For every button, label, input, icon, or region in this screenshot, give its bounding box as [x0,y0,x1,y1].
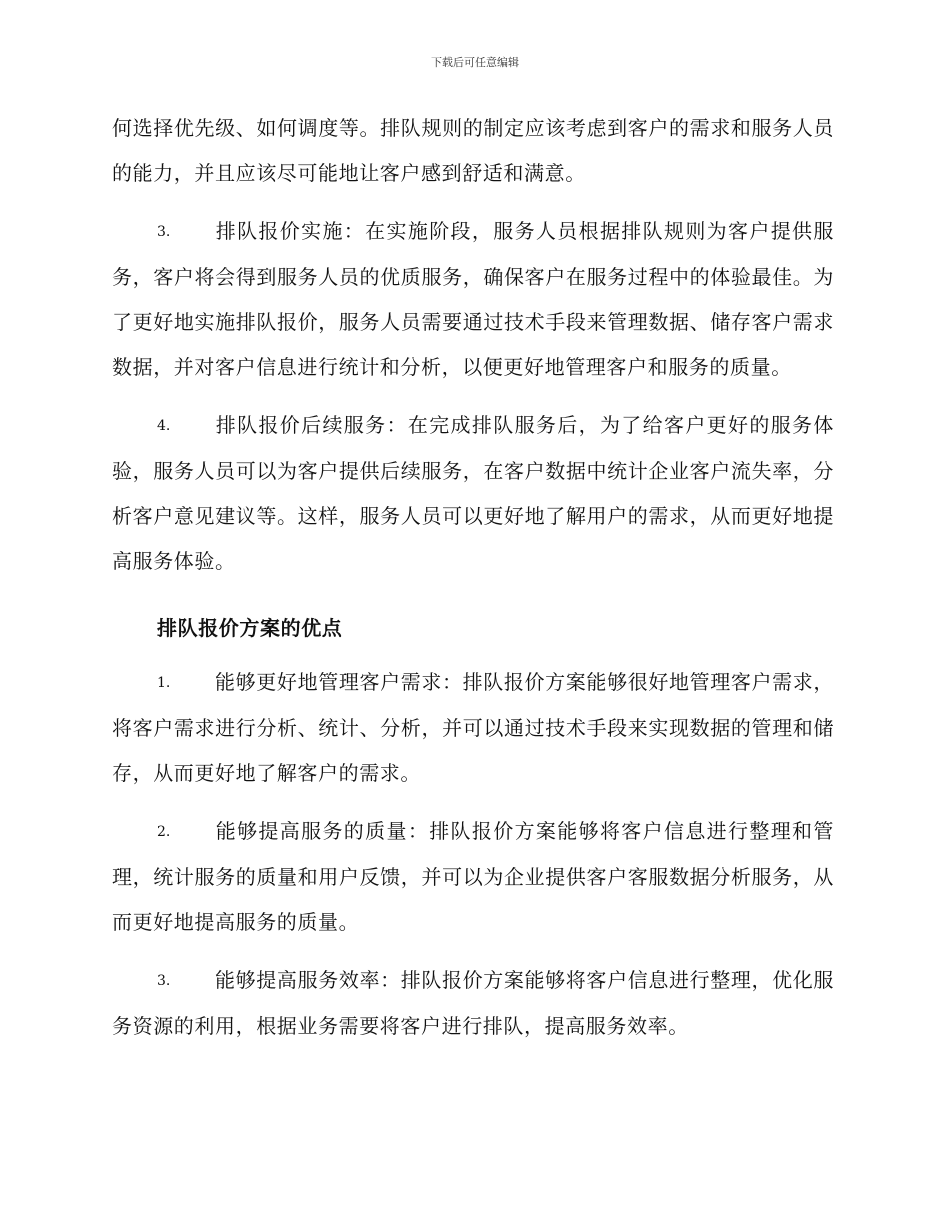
advantage-1-text: 能够更好地管理客户需求：排队报价方案能够很好地管理客户需求，将客户需求进行分析、统计、分析，并可以通过技术手段来实现数据的管理和储存，从而更好地了解客户的需求。 [112,670,834,785]
step-3-number: 3. [157,224,171,240]
step-3-text: 排队报价实施：在实施阶段，服务人员根据排队规则为客户提供服务，客户将会得到服务人员的优质服务，确保客户在服务过程中的体验最佳。为了更好地实施排队报价，服务人员需要通过技术手段来管理数据、储存客户需求数据，并对客户信息进行统计和分析，以便更好地管理客户和服务的质量。 [112,219,834,379]
advantage-2-number: 2. [157,824,171,840]
step-4-paragraph [112,403,834,584]
advantage-3-text: 能够提高服务效率：排队报价方案能够将客户信息进行整理，优化服务资源的利用，根据业务需要将客户进行排队，提高服务效率。 [112,968,834,1038]
page-header: 下载后可任意编辑 [431,56,519,69]
document-body [112,106,834,1049]
intro-paragraph: 何选择优先级、如何调度等。排队规则的制定应该考虑到客户的需求和服务人员的能力，并且应该尽可能地让客户感到舒适和满意。 [112,116,834,185]
step-4-number: 4. [157,418,171,434]
step-4-text: 排队报价后续服务：在完成排队服务后，为了给客户更好的服务体验，服务人员可以为客户提供后续服务，在客户数据中统计企业客户流失率，分析客户意见建议等。这样，服务人员可以更好地了解用户的需求，从而更好地提高服务体验。 [112,413,834,573]
advantage-3-number: 3. [157,973,171,989]
advantage-1-number: 1. [157,675,171,691]
advantage-3-paragraph [112,958,834,1049]
advantage-2-text: 能够提高服务的质量：排队报价方案能够将客户信息进行整理和管理，统计服务的质量和用户反馈，并可以为企业提供客户客服数据分析服务，从而更好地提高服务的质量。 [112,819,834,934]
section-heading: 排队报价方案的优点 [157,616,343,640]
advantage-1-paragraph [112,660,834,796]
step-3-paragraph [112,209,834,390]
advantage-2-paragraph [112,809,834,945]
